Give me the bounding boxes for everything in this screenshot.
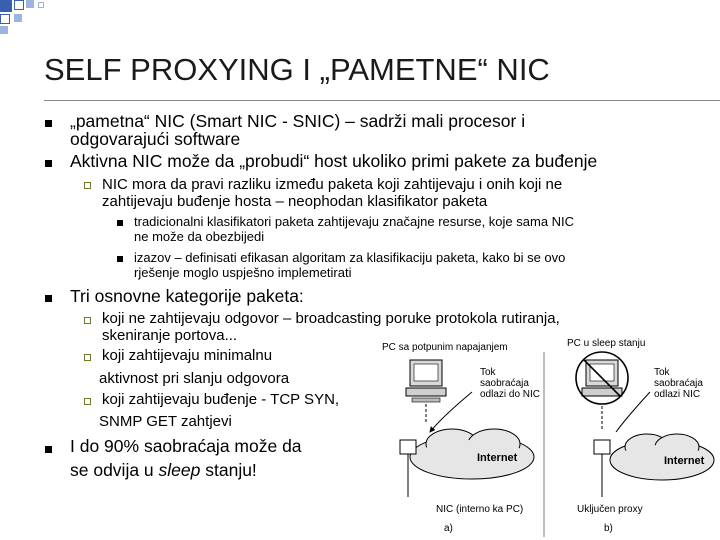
slide-title: SELF PROXYING I „PAMETNE“ NIC (44, 52, 550, 87)
bullet-square-icon (45, 160, 52, 167)
bullet-no-response: koji ne zahtijevaju odgovor – broadcasting poruke protokola rutiranja, (102, 310, 560, 327)
bullet-hollow-square-icon (84, 354, 91, 361)
bullet-nic-distinguish-cont: zahtijevaju buđenje hosta – neophodan klasifikator paketa (102, 193, 488, 210)
bullet-challenge-cont: rješenje moglo uspješno implemetirati (134, 265, 352, 280)
corner-decoration (0, 0, 60, 40)
bullet-nic-distinguish: NIC mora da pravi razliku između paketa koji zahtijevaju i onih koji ne (102, 176, 563, 193)
figure-b-flow-l2: saobraćaja (654, 378, 703, 389)
bullet-traditional-classifiers: tradicionalni klasifikatori paketa zahtijevaju značajne resurse, koje sama NIC (134, 214, 575, 229)
bullet-three-categories: Tri osnovne kategorije paketa: (70, 286, 304, 306)
bullet-wake-required-cont: SNMP GET zahtjevi (99, 413, 232, 430)
figure-a-flow-l2: saobraćaja (480, 378, 529, 389)
bullet-minimal-activity-cont: aktivnost pri slanju odgovora (99, 370, 290, 387)
pc-sleep-icon (576, 352, 628, 404)
figure-b-flow-l1: Tok (654, 367, 670, 378)
bullet-small-square-icon (117, 220, 123, 226)
figure-a-caption: PC sa potpunim napajanjem (382, 342, 508, 353)
bullet-smart-nic: „pametna“ NIC (Smart NIC - SNIC) – sadrži mali procesor i (70, 111, 526, 131)
bullet-traffic-90-cont (70, 461, 257, 479)
figure-b-caption: PC u sleep stanju (567, 338, 646, 349)
traffic-text-post: stanju! (200, 460, 257, 480)
figure-a-flow-l1: Tok (480, 367, 496, 378)
bullet-square-icon (45, 295, 52, 302)
figure-label-b: b) (604, 523, 613, 534)
bullet-traffic-90: I do 90% saobraćaja može da (70, 436, 302, 456)
traffic-text-pre: se odvija u (70, 460, 159, 480)
bullet-hollow-square-icon (84, 317, 91, 324)
internet-label-a: Internet (477, 452, 518, 464)
bullet-active-nic: Aktivna NIC može da „probudi“ host ukoliko primi pakete za buđenje (70, 151, 598, 171)
bullet-hollow-square-icon (84, 182, 91, 189)
figure-a-flow-l3: odlazi do NIC (480, 389, 541, 400)
nic-proxy-figure (372, 332, 720, 540)
bullet-square-icon (45, 120, 52, 127)
figure-b-nic-label: Uključen proxy (577, 504, 643, 515)
figure-a-nic-label: NIC (interno ka PC) (436, 504, 524, 515)
bullet-small-square-icon (117, 256, 123, 262)
traffic-text-sleep: sleep (158, 460, 201, 480)
bullet-traditional-classifiers-cont: ne može da obezbijedi (134, 229, 265, 244)
figure-label-a: a) (444, 523, 453, 534)
bullet-minimal-activity: koji zahtijevaju minimalnu (102, 347, 273, 364)
bullet-hollow-square-icon (84, 398, 91, 405)
bullet-wake-required: koji zahtijevaju buđenje - TCP SYN, (102, 391, 340, 408)
pc-on-icon (406, 360, 446, 402)
bullet-square-icon (45, 446, 52, 453)
bullet-no-response-cont: skeniranje portova... (102, 327, 238, 344)
figure-b-flow-l3: odlazi NIC (654, 389, 701, 400)
title-divider (44, 100, 720, 101)
bullet-smart-nic-cont: odgovarajući software (70, 129, 241, 149)
bullet-challenge: izazov – definisati efikasan algoritam za klasifikaciju paketa, kako bi se ovo (134, 250, 566, 265)
internet-label-b: Internet (664, 455, 705, 467)
